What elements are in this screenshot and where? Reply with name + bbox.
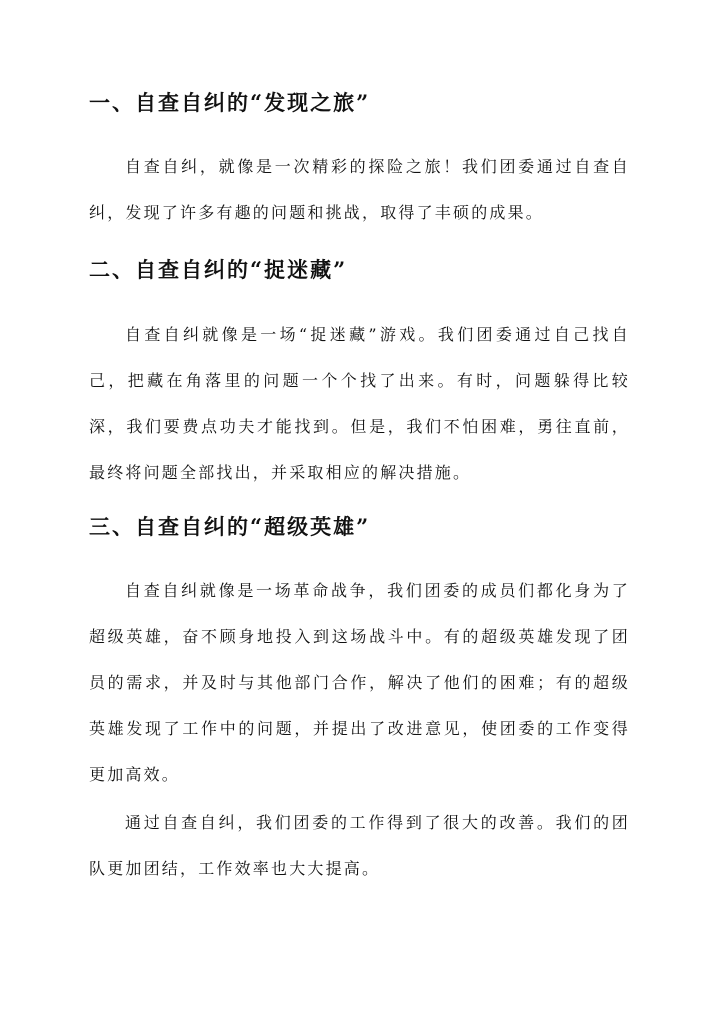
section-3-paragraph-2: 通过自查自纠，我们团委的工作得到了很大的改善。我们的团队更加团结，工作效率也大大提高。 [89, 813, 630, 878]
section-3-heading: 三、自查自纠的“超级英雄” [89, 514, 371, 539]
section-2-paragraph-1: 自查自纠就像是一场“捉迷藏”游戏。我们团委通过自己找自己，把藏在角落里的问题一个个找了出来。有时，问题躲得比较深，我们要费点功夫才能找到。但是，我们不怕困难，勇往直前，最终将问题全部找出，并采取相应的解决措施。 [89, 325, 630, 482]
section-1-heading: 一、自查自纠的“发现之旅” [89, 90, 371, 115]
section-2-heading: 二、自查自纠的“捉迷藏” [89, 257, 348, 282]
section-3-paragraph-1: 自查自纠就像是一场革命战争，我们团委的成员们都化身为了超级英雄，奋不顾身地投入到这场战斗中。有的超级英雄发现了团员的需求，并及时与其他部门合作，解决了他们的困难；有的超级英雄发现了工作中的问题，并提出了改进意见，使团委的工作变得更加高效。 [89, 581, 630, 784]
section-1-paragraph-1: 自查自纠，就像是一次精彩的探险之旅！我们团委通过自查自纠，发现了许多有趣的问题和挑战，取得了丰硕的成果。 [89, 157, 630, 222]
